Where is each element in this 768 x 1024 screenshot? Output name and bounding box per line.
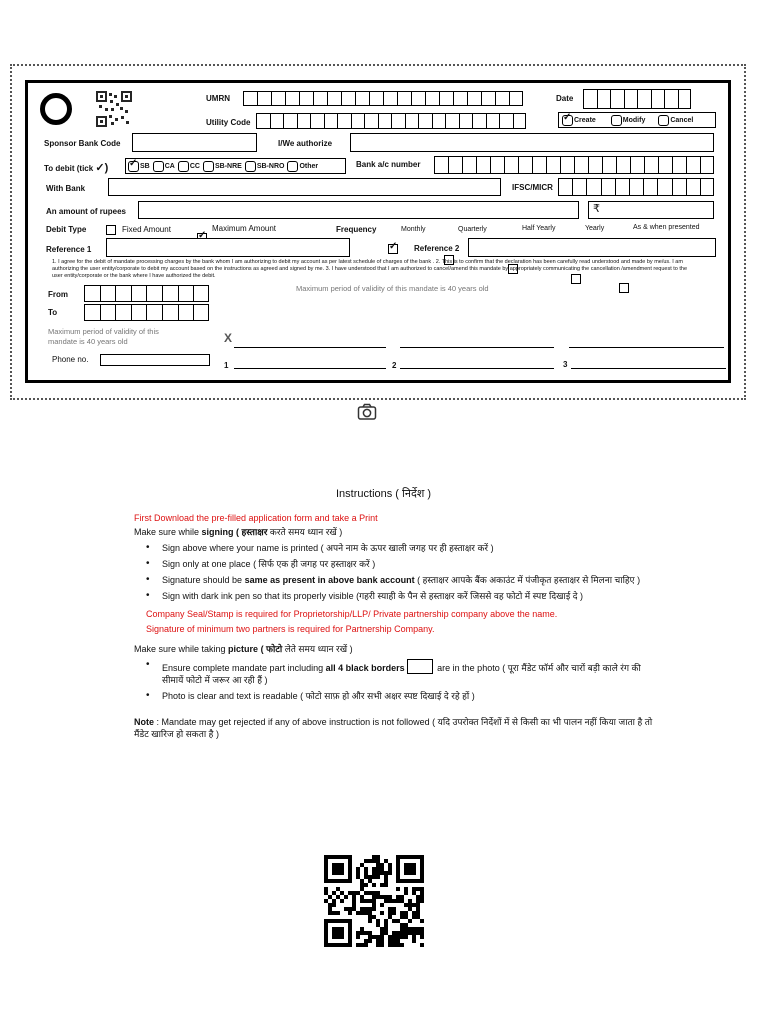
name-line-1[interactable] xyxy=(234,368,386,369)
agreement-text: 1. I agree for the debit of mandate processing charges by the bank whom I am authorizing to debit my account as per latest schedule of charges of the bank . 2. This is to confirm that the declaration has been carefully read understood and made by me/us. I am authorizing the user entity/corporate to debit my account based on the instructions as agreed and signed by me. 3. I have understood that I am authorized to cancel/amend this mandate by appropriately communicating the cancellation /amendment request to the user entity/corporate or the bank where I have authorized the debit. xyxy=(52,259,688,279)
name-number-1: 1 xyxy=(224,361,229,370)
list-item: • Signature should be same as present in above bank account ( हस्ताक्षर आपके बैंक अकाउंट में पंजीकृत हस्ताक्षर से मिलना चाहिए ) xyxy=(134,574,654,586)
sb-option[interactable]: ✓ SB xyxy=(128,161,150,172)
char-cell[interactable] xyxy=(558,178,572,196)
bank-ac-number-field[interactable] xyxy=(434,156,714,174)
reference-2-field[interactable] xyxy=(468,238,716,257)
cc-option[interactable]: CC xyxy=(178,161,200,172)
char-cell[interactable] xyxy=(481,91,495,106)
i-we-authorize-label: I/We authorize xyxy=(278,139,333,148)
char-cell[interactable] xyxy=(490,156,504,174)
char-cell[interactable] xyxy=(418,113,432,129)
char-cell[interactable] xyxy=(586,178,600,196)
signing-heading: Make sure while signing ( हस्ताक्षर करते समय ध्यान रखें ) xyxy=(134,527,343,537)
validity-note-center: Maximum period of validity of this mandate is 40 years old xyxy=(296,284,489,293)
char-cell[interactable] xyxy=(193,304,209,321)
amount-label: An amount of rupees xyxy=(46,207,127,216)
char-cell[interactable] xyxy=(84,304,100,321)
char-cell[interactable] xyxy=(513,113,527,129)
char-cell[interactable] xyxy=(602,156,616,174)
char-cell[interactable] xyxy=(518,156,532,174)
char-cell[interactable] xyxy=(560,156,574,174)
char-cell[interactable] xyxy=(432,113,446,129)
char-cell[interactable] xyxy=(397,91,411,106)
char-cell[interactable] xyxy=(678,89,692,109)
char-cell[interactable] xyxy=(299,91,313,106)
char-cell[interactable] xyxy=(504,156,518,174)
amount-words-field[interactable] xyxy=(138,201,579,219)
camera-icon[interactable] xyxy=(357,403,377,426)
sb-nre-option[interactable]: SB-NRE xyxy=(203,161,242,172)
char-cell[interactable] xyxy=(146,304,162,321)
char-cell[interactable] xyxy=(131,304,147,321)
name-line-3[interactable] xyxy=(571,368,726,369)
char-cell[interactable] xyxy=(658,156,672,174)
seal-note: Company Seal/Stamp is required for Proprietorship/LLP/ Private partnership company above the name. xyxy=(146,609,558,619)
from-label: From xyxy=(48,290,68,299)
char-cell[interactable] xyxy=(283,113,297,129)
char-cell[interactable] xyxy=(84,285,100,302)
validity-note-left: Maximum period of validity of this mandate is 40 years old xyxy=(48,327,159,346)
account-type-options xyxy=(125,158,346,174)
date-field[interactable] xyxy=(583,89,691,109)
fixed-amount-label: Fixed Amount xyxy=(122,225,171,234)
char-cell[interactable] xyxy=(355,91,369,106)
with-bank-field[interactable] xyxy=(108,178,501,196)
char-cell[interactable] xyxy=(509,91,523,106)
char-cell[interactable] xyxy=(337,113,351,129)
char-cell[interactable] xyxy=(624,89,638,109)
char-cell[interactable] xyxy=(532,156,546,174)
list-item: • Sign with dark ink pen so that its properly visible (गहरी स्याही के पैन से हस्ताक्षर करें जिससे वह फोटो में स्पष्ट दिखाई दे ) xyxy=(134,590,654,602)
char-cell[interactable] xyxy=(445,113,459,129)
half-yearly-label: Half Yearly xyxy=(522,225,556,232)
sb-nro-option[interactable]: SB-NRO xyxy=(245,161,285,172)
quarterly-label: Quarterly xyxy=(458,226,487,233)
char-cell[interactable] xyxy=(574,156,588,174)
char-cell[interactable] xyxy=(383,91,397,106)
action-options xyxy=(558,112,716,128)
list-item: • Ensure complete mandate part including all 4 black borders are in the photo ( पूरा मैंडेट फॉर्म और चारों बड़ी काले रंग की सीमायें फोटो में जरूर आ रही हैं ) xyxy=(134,659,654,686)
umrn-field[interactable] xyxy=(243,91,523,106)
char-cell[interactable] xyxy=(700,156,714,174)
partners-note: Signature of minimum two partners is required for Partnership Company. xyxy=(146,624,435,634)
bank-logo xyxy=(40,93,72,125)
name-number-2: 2 xyxy=(392,361,397,370)
reference-1-field[interactable] xyxy=(106,238,350,257)
char-cell[interactable] xyxy=(100,285,116,302)
border-sample-icon xyxy=(407,659,433,674)
sponsor-bank-code-field[interactable] xyxy=(132,133,257,152)
to-date-field[interactable] xyxy=(84,304,209,321)
utility-code-label: Utility Code xyxy=(206,118,251,127)
char-cell[interactable] xyxy=(686,156,700,174)
ifsc-micr-label: IFSC/MICR xyxy=(512,183,553,192)
char-cell[interactable] xyxy=(637,89,651,109)
char-cell[interactable] xyxy=(439,91,453,106)
char-cell[interactable] xyxy=(310,113,324,129)
phone-label: Phone no. xyxy=(52,355,89,364)
char-cell[interactable] xyxy=(411,91,425,106)
amount-figures-field[interactable] xyxy=(588,201,714,219)
char-cell[interactable] xyxy=(495,91,509,106)
char-cell[interactable] xyxy=(657,178,671,196)
char-cell[interactable] xyxy=(405,113,419,129)
char-cell[interactable] xyxy=(364,113,378,129)
char-cell[interactable] xyxy=(115,285,131,302)
monthly-checkbox[interactable] xyxy=(388,244,398,254)
char-cell[interactable] xyxy=(616,156,630,174)
char-cell[interactable] xyxy=(313,91,327,106)
char-cell[interactable] xyxy=(327,91,341,106)
monthly-label: Monthly xyxy=(401,226,426,233)
char-cell[interactable] xyxy=(467,91,481,106)
char-cell[interactable] xyxy=(256,113,270,129)
char-cell[interactable] xyxy=(115,304,131,321)
modify-option[interactable]: Modify xyxy=(611,115,646,126)
signature-line-1[interactable] xyxy=(234,347,386,348)
char-cell[interactable] xyxy=(378,113,392,129)
char-cell[interactable] xyxy=(629,178,643,196)
char-cell[interactable] xyxy=(243,91,257,106)
picture-heading: Make sure while taking picture ( फोटो लेते समय ध्यान रखें ) xyxy=(134,644,353,654)
char-cell[interactable] xyxy=(499,113,513,129)
as-when-presented-label: As & when presented xyxy=(633,224,700,231)
list-item: • Sign above where your name is printed ( अपने नाम के ऊपर खाली जगह पर ही हस्ताक्षर करें ) xyxy=(134,542,654,554)
char-cell[interactable] xyxy=(425,91,439,106)
char-cell[interactable] xyxy=(462,156,476,174)
i-we-authorize-field[interactable] xyxy=(350,133,714,152)
list-item: • Photo is clear and text is readable ( फोटो साफ़ हो और सभी अक्षर स्पष्ट दिखाई दे रहे हों ) xyxy=(134,690,654,702)
char-cell[interactable] xyxy=(193,285,209,302)
from-date-field[interactable] xyxy=(84,285,209,302)
char-cell[interactable] xyxy=(700,178,714,196)
char-cell[interactable] xyxy=(178,304,194,321)
char-cell[interactable] xyxy=(324,113,338,129)
char-cell[interactable] xyxy=(486,113,500,129)
char-cell[interactable] xyxy=(601,178,615,196)
rupee-icon: ₹ xyxy=(593,203,600,215)
date-label: Date xyxy=(556,94,574,103)
form-qr-code xyxy=(96,91,132,127)
instructions-body xyxy=(134,512,654,740)
char-cell[interactable] xyxy=(583,89,597,109)
char-cell[interactable] xyxy=(162,304,178,321)
char-cell[interactable] xyxy=(597,89,611,109)
ca-option[interactable]: CA xyxy=(153,161,175,172)
char-cell[interactable] xyxy=(546,156,560,174)
char-cell[interactable] xyxy=(351,113,365,129)
as-when-presented-checkbox[interactable] xyxy=(619,283,629,293)
signing-list xyxy=(134,542,654,602)
sponsor-bank-code-label: Sponsor Bank Code xyxy=(44,139,121,148)
char-cell[interactable] xyxy=(131,285,147,302)
rejection-note: Note : Mandate may get rejected if any of above instruction is not followed ( यदि उपरोक्त निर्देशों में से किसी का भी पालन नहीं किया जाता है तो मैंडेट खारिज हो सकता है ) xyxy=(134,717,653,739)
debit-type-label: Debit Type xyxy=(46,225,87,234)
name-number-3: 3 xyxy=(563,360,568,369)
to-debit-label: To debit (tick ✓) xyxy=(44,162,109,174)
char-cell[interactable] xyxy=(588,156,602,174)
signature-line-2[interactable] xyxy=(400,347,554,348)
char-cell[interactable] xyxy=(341,91,355,106)
phone-field[interactable] xyxy=(100,354,210,366)
tick-mark-icon: ✓) xyxy=(95,162,109,174)
char-cell[interactable] xyxy=(651,89,665,109)
char-cell[interactable] xyxy=(459,113,473,129)
char-cell[interactable] xyxy=(162,285,178,302)
char-cell[interactable] xyxy=(271,91,285,106)
char-cell[interactable] xyxy=(644,156,658,174)
char-cell[interactable] xyxy=(297,113,311,129)
char-cell[interactable] xyxy=(434,156,448,174)
cancel-option[interactable]: Cancel xyxy=(658,115,693,126)
reference-1-label: Reference 1 xyxy=(46,245,92,254)
char-cell[interactable] xyxy=(146,285,162,302)
mandate-form xyxy=(25,80,731,383)
instructions-title: Instructions ( निर्देश ) xyxy=(336,488,432,500)
char-cell[interactable] xyxy=(476,156,490,174)
char-cell[interactable] xyxy=(178,285,194,302)
umrn-label: UMRN xyxy=(206,94,230,103)
frequency-label: Frequency xyxy=(336,225,377,234)
name-line-2[interactable] xyxy=(400,368,554,369)
char-cell[interactable] xyxy=(672,178,686,196)
char-cell[interactable] xyxy=(630,156,644,174)
char-cell[interactable] xyxy=(572,178,586,196)
payment-qr-code[interactable] xyxy=(324,855,424,952)
with-bank-label: With Bank xyxy=(46,184,86,193)
char-cell[interactable] xyxy=(672,156,686,174)
signature-line-3[interactable] xyxy=(569,347,724,348)
reference-2-label: Reference 2 xyxy=(414,244,460,253)
char-cell[interactable] xyxy=(369,91,383,106)
download-instruction: First Download the pre-filled application form and take a Print xyxy=(134,513,378,523)
char-cell[interactable] xyxy=(448,156,462,174)
char-cell[interactable] xyxy=(257,91,271,106)
other-option[interactable]: Other xyxy=(287,161,318,172)
char-cell[interactable] xyxy=(391,113,405,129)
bank-ac-number-label: Bank a/c number xyxy=(356,160,421,169)
char-cell[interactable] xyxy=(615,178,629,196)
fixed-amount-checkbox[interactable] xyxy=(106,225,116,235)
char-cell[interactable] xyxy=(270,113,284,129)
sign-here-mark: X xyxy=(224,331,233,345)
to-label: To xyxy=(48,308,58,317)
maximum-amount-label: Maximum Amount xyxy=(212,224,277,233)
char-cell[interactable] xyxy=(453,91,467,106)
char-cell[interactable] xyxy=(610,89,624,109)
picture-list xyxy=(134,659,654,702)
yearly-label: Yearly xyxy=(585,225,605,232)
char-cell[interactable] xyxy=(664,89,678,109)
char-cell[interactable] xyxy=(643,178,657,196)
char-cell[interactable] xyxy=(686,178,700,196)
char-cell[interactable] xyxy=(285,91,299,106)
create-option[interactable]: ✓ Create xyxy=(562,115,596,126)
ifsc-micr-field[interactable] xyxy=(558,178,714,196)
list-item: • Sign only at one place ( सिर्फ एक ही जगह पर हस्ताक्षर करें ) xyxy=(134,558,654,570)
char-cell[interactable] xyxy=(472,113,486,129)
char-cell[interactable] xyxy=(100,304,116,321)
utility-code-field[interactable] xyxy=(256,113,526,129)
